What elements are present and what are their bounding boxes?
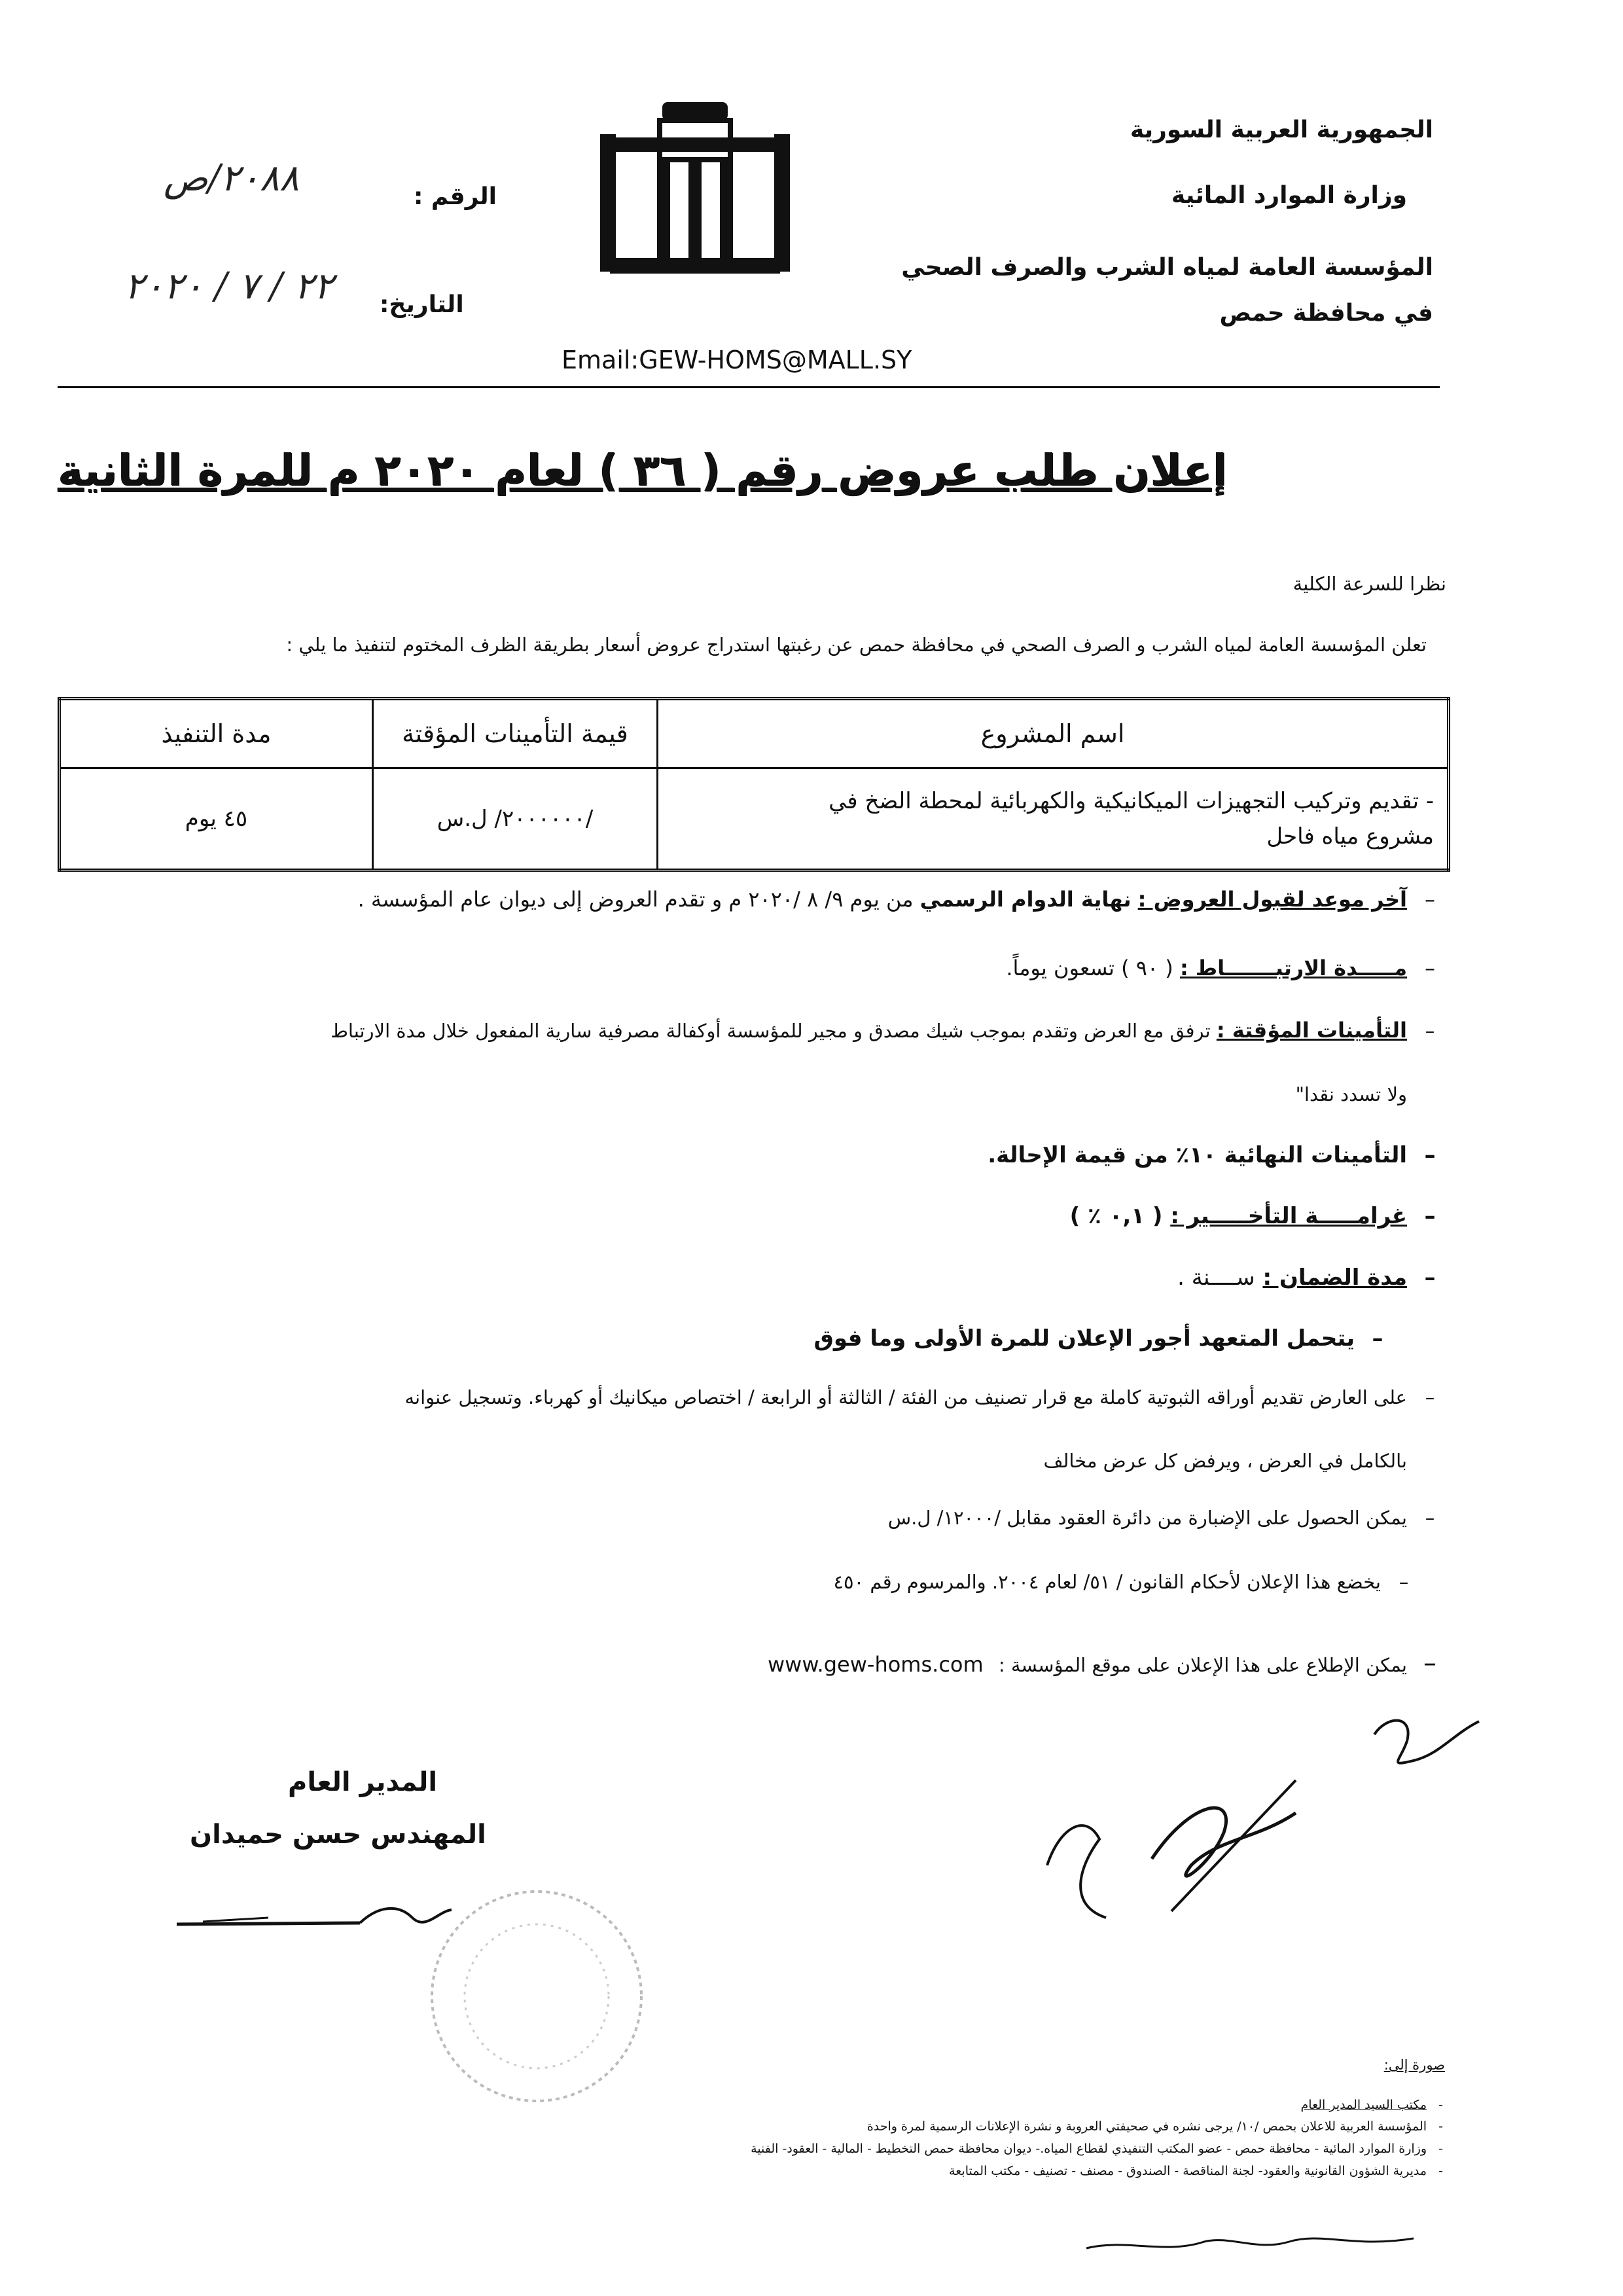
- date-label: التاريخ:: [380, 291, 464, 318]
- establishment-line: المؤسسة العامة لمياه الشرب والصرف الصحي: [901, 254, 1433, 281]
- ministry-line: وزارة الموارد المائية: [1171, 182, 1407, 209]
- bullet-documents-cont: بالكامل في العرض ، ويرفض كل عرض مخالف: [1043, 1450, 1407, 1472]
- copy-item: - مكتب السيد المدير العام: [1300, 2098, 1443, 2112]
- copy-item: - وزارة الموارد المائية - محافظة حمص - عضو المكتب التنفيذي لقطاع المياه.- ديوان محافظة حمص التخطيط - المالية - العقود- الفنية: [751, 2142, 1443, 2156]
- bottom-initials: [1073, 2212, 1433, 2271]
- email-address: Email:GEW-HOMS@MALL.SY: [562, 346, 912, 374]
- bullet-documents: –على العارض تقديم أوراقه الثبوتية كاملة مع قرار تصنيف من الفئة / الثالثة أو الرابعة / اختصاص ميكانيك أو كهرباء. وتسجيل عنوانه: [404, 1386, 1435, 1408]
- project-line-2: مشروع مياه فاحل: [1266, 823, 1434, 850]
- ref-number-value: ٢٠٨٨/ص: [164, 157, 299, 200]
- header-project-name: اسم المشروع: [658, 699, 1449, 768]
- signatory-name: المهندس حسن حميدان: [190, 1820, 486, 1850]
- penalty-text: ( ٠,١ ٪ ): [1069, 1203, 1163, 1229]
- binding-label: مـــــدة الارتبـــــــاط :: [1179, 956, 1407, 980]
- bullet-booklet: –يمكن الحصول على الإضبارة من دائرة العقود مقابل /١٢٠٠٠/ ل.س: [887, 1507, 1435, 1529]
- bullet-ad-cost: –يتحمل المتعهد أجور الإعلان للمرة الأولى وما فوق: [813, 1325, 1383, 1352]
- cell-project: [658, 768, 1449, 870]
- bullet-temp-deposit-cont: ولا تسدد نقدا": [1295, 1083, 1407, 1105]
- deadline-label: آخر موعد لقبول العروض :: [1137, 887, 1407, 912]
- bullet-deadline: –آخر موعد لقبول العروض : نهاية الدوام الرسمي من يوم ٩/ ٨ /٢٠٢٠ م و تقدم العروض إلى ديوان عام المؤسسة .: [357, 887, 1435, 912]
- final-deposit-text: التأمينات النهائية ١٠٪ من قيمة الإحالة.: [988, 1142, 1407, 1168]
- ad-cost-text: يتحمل المتعهد أجور الإعلان للمرة الأولى وما فوق: [813, 1325, 1355, 1352]
- table-header-row: [60, 699, 1449, 768]
- warranty-label: مدة الضمان :: [1262, 1265, 1407, 1291]
- bullet-law: –يخضع هذا الإعلان لأحكام القانون / ٥١/ لعام ٢٠٠٤. والمرسوم رقم ٤٥٠: [833, 1571, 1409, 1593]
- project-line-1: - تقديم وتركيب التجهيزات الميكانيكية والكهربائية لمحطة الضخ في: [829, 788, 1434, 814]
- bullet-website: –يمكن الإطلاع على هذا الإعلان على موقع المؤسسة : www.gew-homs.com: [767, 1648, 1436, 1678]
- approval-signatures: [1021, 1695, 1499, 1944]
- deadline-text: من يوم ٩/ ٨ /٢٠٢٠ م و تقدم العروض إلى ديوان عام المؤسسة .: [357, 887, 914, 912]
- urgency-note: نظرا للسرعة الكلية: [1293, 573, 1446, 595]
- website-text: يمكن الإطلاع على هذا الإعلان على موقع المؤسسة :: [998, 1654, 1407, 1676]
- official-stamp: [419, 1878, 654, 2114]
- copies-label: صورة إلى:: [1383, 2057, 1445, 2073]
- website-url: www.gew-homs.com: [767, 1652, 984, 1677]
- institution-logo-icon: [597, 98, 793, 288]
- cell-duration: ٤٥ يوم: [60, 768, 373, 870]
- projects-table: [58, 697, 1450, 872]
- documents-text: على العارض تقديم أوراقه الثبوتية كاملة مع قرار تصنيف من الفئة / الثالثة أو الرابعة / اختصاص ميكانيك أو كهرباء. وتسجيل عنوانه: [404, 1386, 1407, 1408]
- booklet-text: يمكن الحصول على الإضبارة من دائرة العقود مقابل /١٢٠٠٠/ ل.س: [887, 1507, 1407, 1529]
- temp-deposit-text: ترفق مع العرض وتقدم بموجب شيك مصدق و مجير للمؤسسة أوكفالة مصرفية سارية المفعول خلال مدة الارتباط: [330, 1020, 1211, 1042]
- cell-deposit: /٢٠٠٠٠٠٠/ ل.س: [373, 768, 658, 870]
- bullet-final-deposit: –التأمينات النهائية ١٠٪ من قيمة الإحالة.: [988, 1142, 1436, 1168]
- deadline-bold: نهاية الدوام الرسمي: [919, 887, 1132, 912]
- signatory-title: المدير العام: [288, 1767, 438, 1797]
- republic-line: الجمهورية العربية السورية: [1130, 117, 1433, 143]
- binding-text: ( ٩٠ ) تسعون يوماً.: [1006, 956, 1173, 980]
- bullet-penalty: –غرامـــــة التأخـــــير : ( ٠,١ ٪ ): [1069, 1203, 1436, 1229]
- governorate-line: في محافظة حمص: [1219, 300, 1433, 327]
- header-duration: مدة التنفيذ: [60, 699, 373, 768]
- table-row: [60, 768, 1449, 870]
- ref-number-label: الرقم :: [414, 183, 497, 210]
- penalty-label: غرامـــــة التأخـــــير :: [1170, 1203, 1407, 1229]
- header-deposit: قيمة التأمينات المؤقتة: [373, 699, 658, 768]
- intro-paragraph: تعلن المؤسسة العامة لمياه الشرب و الصرف الصحي في محافظة حمص عن رغبتها استدراج عروض أسعار بطريقة الظرف المختوم لتنفيذ ما يلي :: [286, 634, 1427, 656]
- bullet-warranty: –مدة الضمان : ســــنة .: [1177, 1265, 1436, 1291]
- law-text: يخضع هذا الإعلان لأحكام القانون / ٥١/ لعام ٢٠٠٤. والمرسوم رقم ٤٥٠: [833, 1571, 1381, 1593]
- copy-item: - مديرية الشؤون القانونية والعقود- لجنة المناقصة - الصندوق - مصنف - تصنيف - مكتب المتابعة: [949, 2164, 1443, 2178]
- header-divider: [58, 386, 1440, 388]
- warranty-text: ســــنة .: [1177, 1265, 1255, 1291]
- bullet-temp-deposit: –التأمينات المؤقتة : ترفق مع العرض وتقدم بموجب شيك مصدق و مجير للمؤسسة أوكفالة مصرفية سارية المفعول خلال مدة الارتباط: [330, 1018, 1435, 1043]
- temp-deposit-label: التأمينات المؤقتة :: [1216, 1018, 1407, 1043]
- date-value: ٢٢ / ٧ / ٢٠٢٠: [124, 265, 334, 308]
- announcement-title: إعلان طلب عروض رقم ( ٣٦ ) لعام ٢٠٢٠ م للمرة الثانية: [57, 445, 1227, 495]
- bullet-binding: –مـــــدة الارتبـــــــاط : ( ٩٠ ) تسعون يوماً.: [1006, 956, 1435, 980]
- copy-item: - المؤسسة العربية للاعلان بحمص /١٠/ يرجى نشره في صحيفتي العروبة و نشرة الإعلانات الرسمية لمرة واحدة: [866, 2119, 1443, 2134]
